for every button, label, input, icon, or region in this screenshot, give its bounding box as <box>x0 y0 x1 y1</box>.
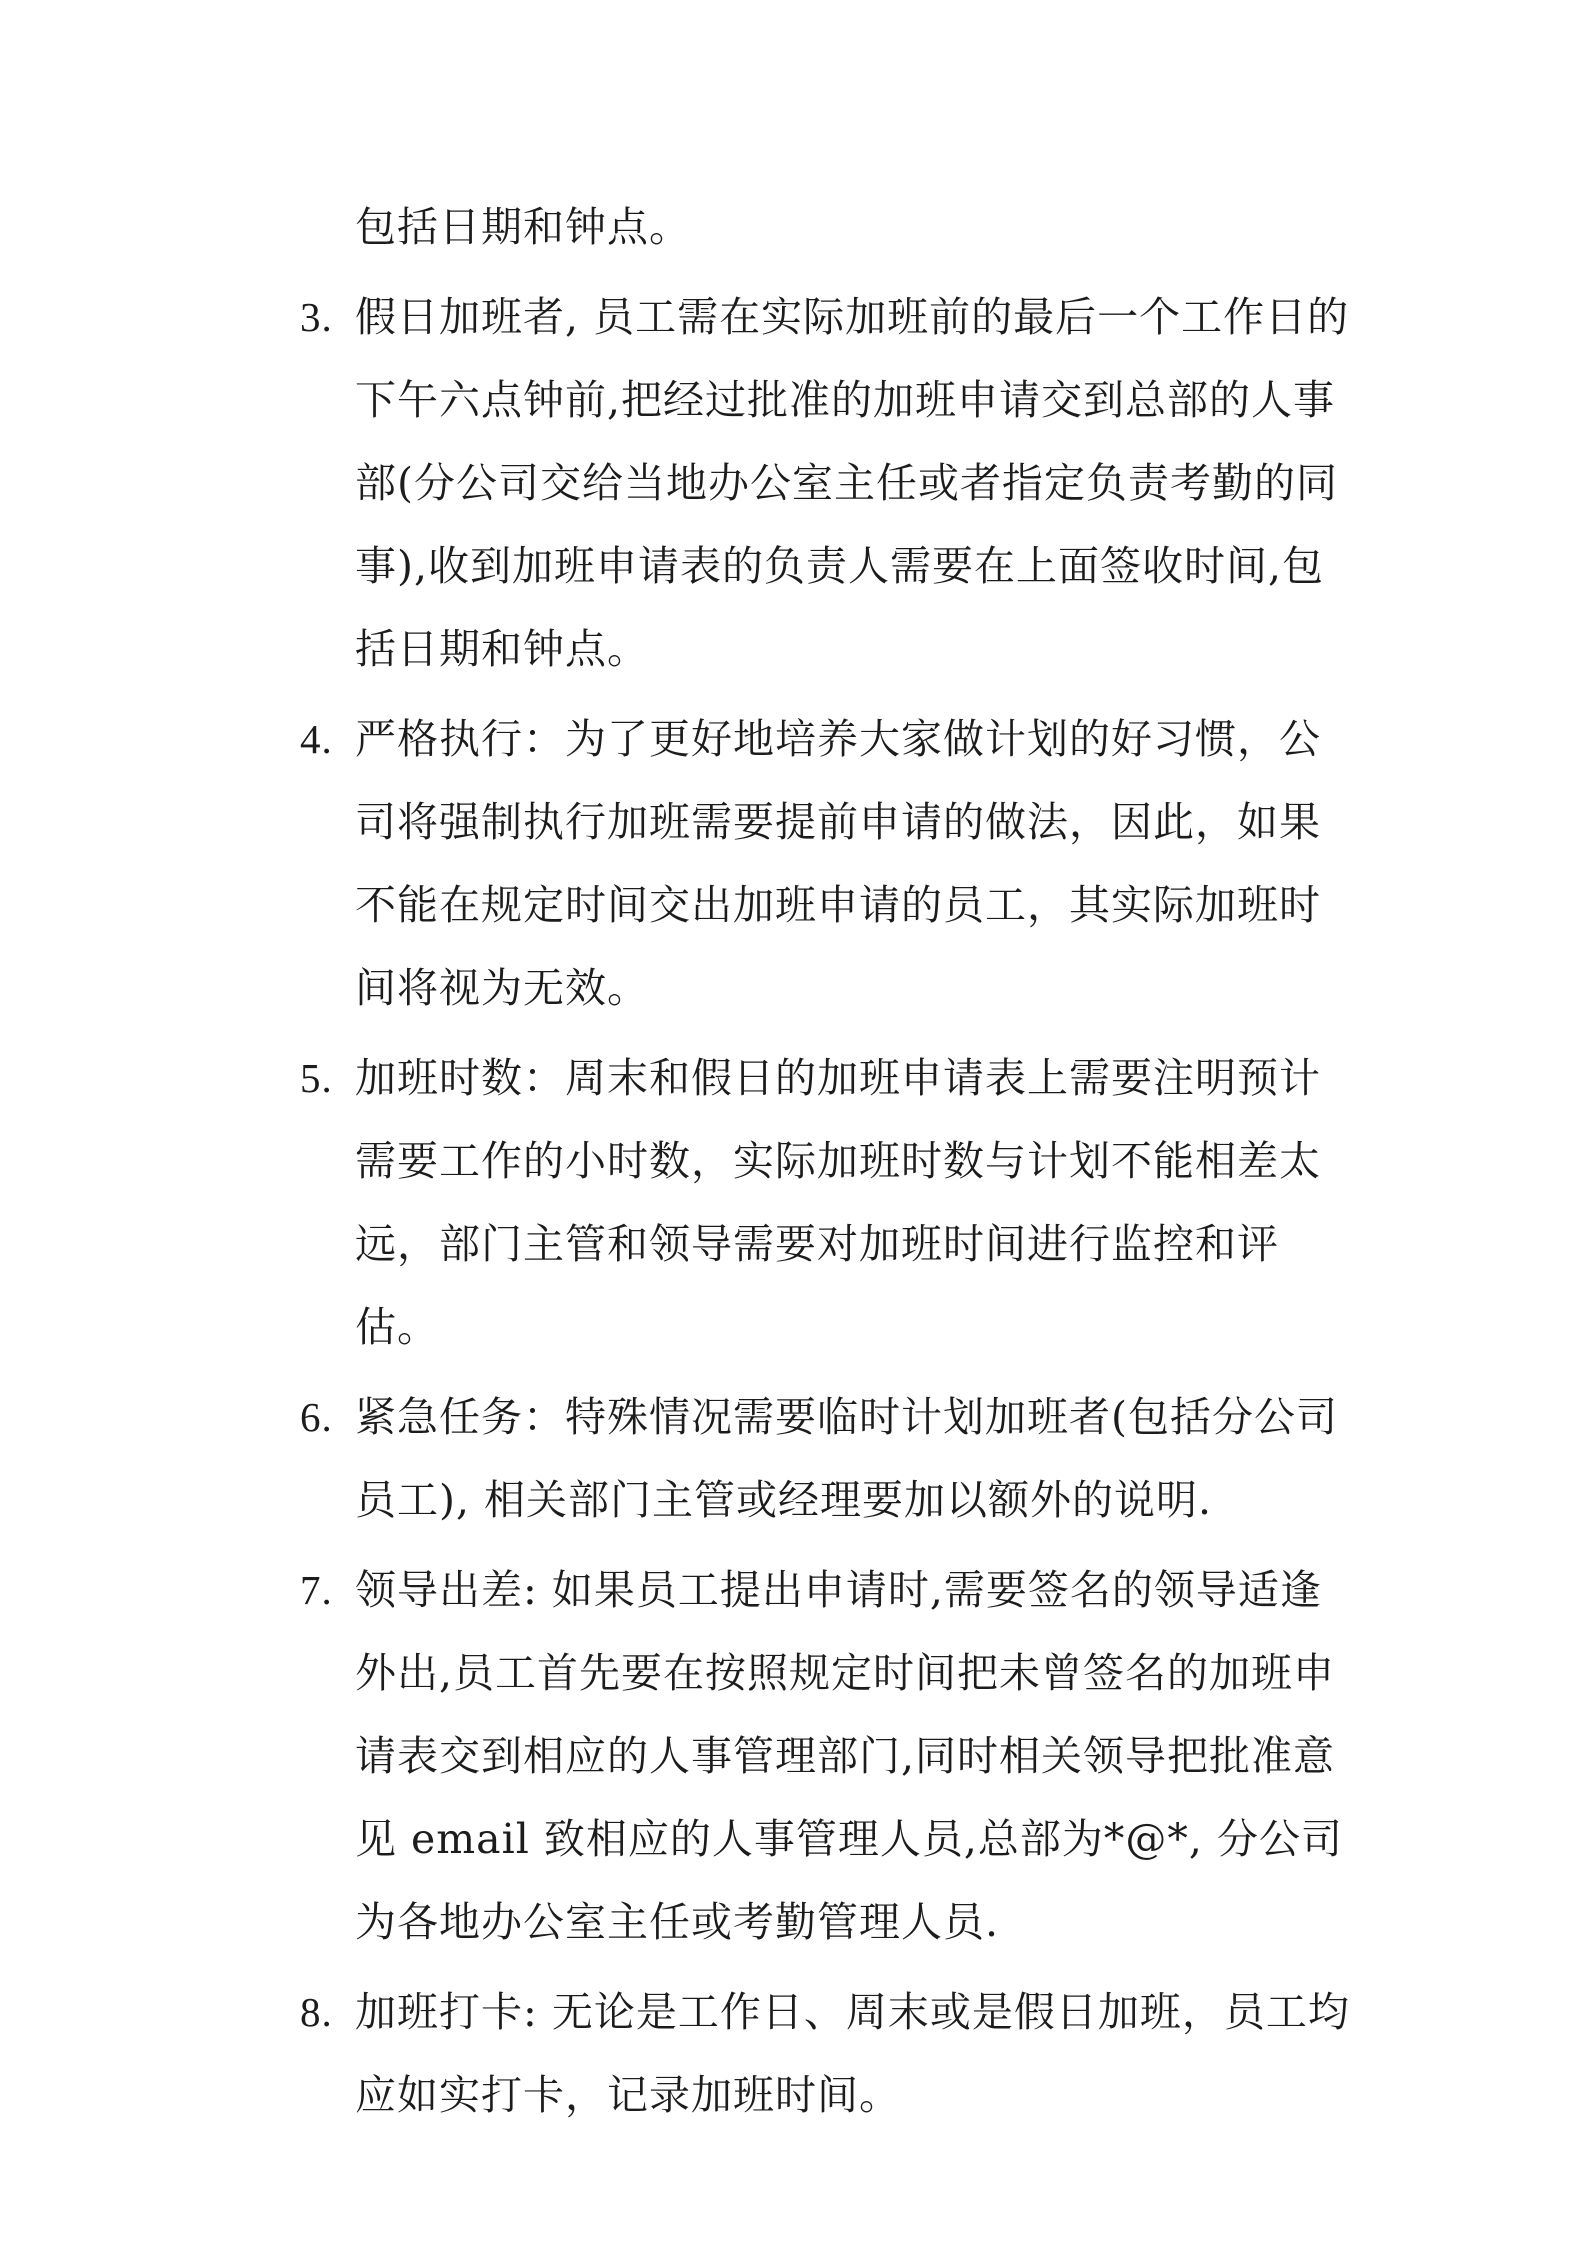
item-text: 领导出差: 如果员工提出申请时,需要签名的领导适逢外出,员工首先要在按照规定时间把未曾签名的加班申请表交到相应的人事管理部门,同时相关领导把批准意见 email 致相应的人事管理人员,总部为*@*, 分公司为各地办公室主任或考勤管理人员. <box>355 1566 1343 1946</box>
item-text: 加班打卡: 无论是工作日、周末或是假日加班，员工均应如实打卡，记录加班时间。 <box>355 1988 1350 2119</box>
item-text: 严格执行：为了更好地培养大家做计划的好习惯，公司将强制执行加班需要提前申请的做法，因此，如果不能在规定时间交出加班申请的员工，其实际加班时间将视为无效。 <box>355 715 1321 1012</box>
list-item-4 <box>300 698 1360 1030</box>
item-number: 3. <box>300 294 333 340</box>
list-item-3 <box>300 276 1360 691</box>
item-number: 8. <box>300 1989 333 2035</box>
item-number: 7. <box>300 1567 333 1613</box>
item-number: 4. <box>300 716 333 762</box>
list-item-8 <box>300 1971 1360 2137</box>
list-item-5 <box>300 1037 1360 1369</box>
list-item-7 <box>300 1549 1360 1964</box>
item-text: 假日加班者, 员工需在实际加班前的最后一个工作日的下午六点钟前,把经过批准的加班申请交到总部的人事部(分公司交给当地办公室主任或者指定负责考勤的同事),收到加班申请表的负责人需要在上面签收时间,包括日期和钟点。 <box>355 293 1350 673</box>
list-item-6 <box>300 1376 1360 1542</box>
policy-list <box>300 276 1360 2137</box>
item-text: 加班时数：周末和假日的加班申请表上需要注明预计需要工作的小时数，实际加班时数与计划不能相差太远，部门主管和领导需要对加班时间进行监控和评估。 <box>355 1054 1321 1351</box>
item-number: 5. <box>300 1055 333 1101</box>
item-number: 6. <box>300 1394 333 1440</box>
continuation-paragraph: 包括日期和钟点。 <box>355 203 691 251</box>
item-text: 紧急任务：特殊情况需要临时计划加班者(包括分公司员工), 相关部门主管或经理要加以额外的说明. <box>355 1393 1338 1524</box>
document-body <box>300 186 1360 2137</box>
